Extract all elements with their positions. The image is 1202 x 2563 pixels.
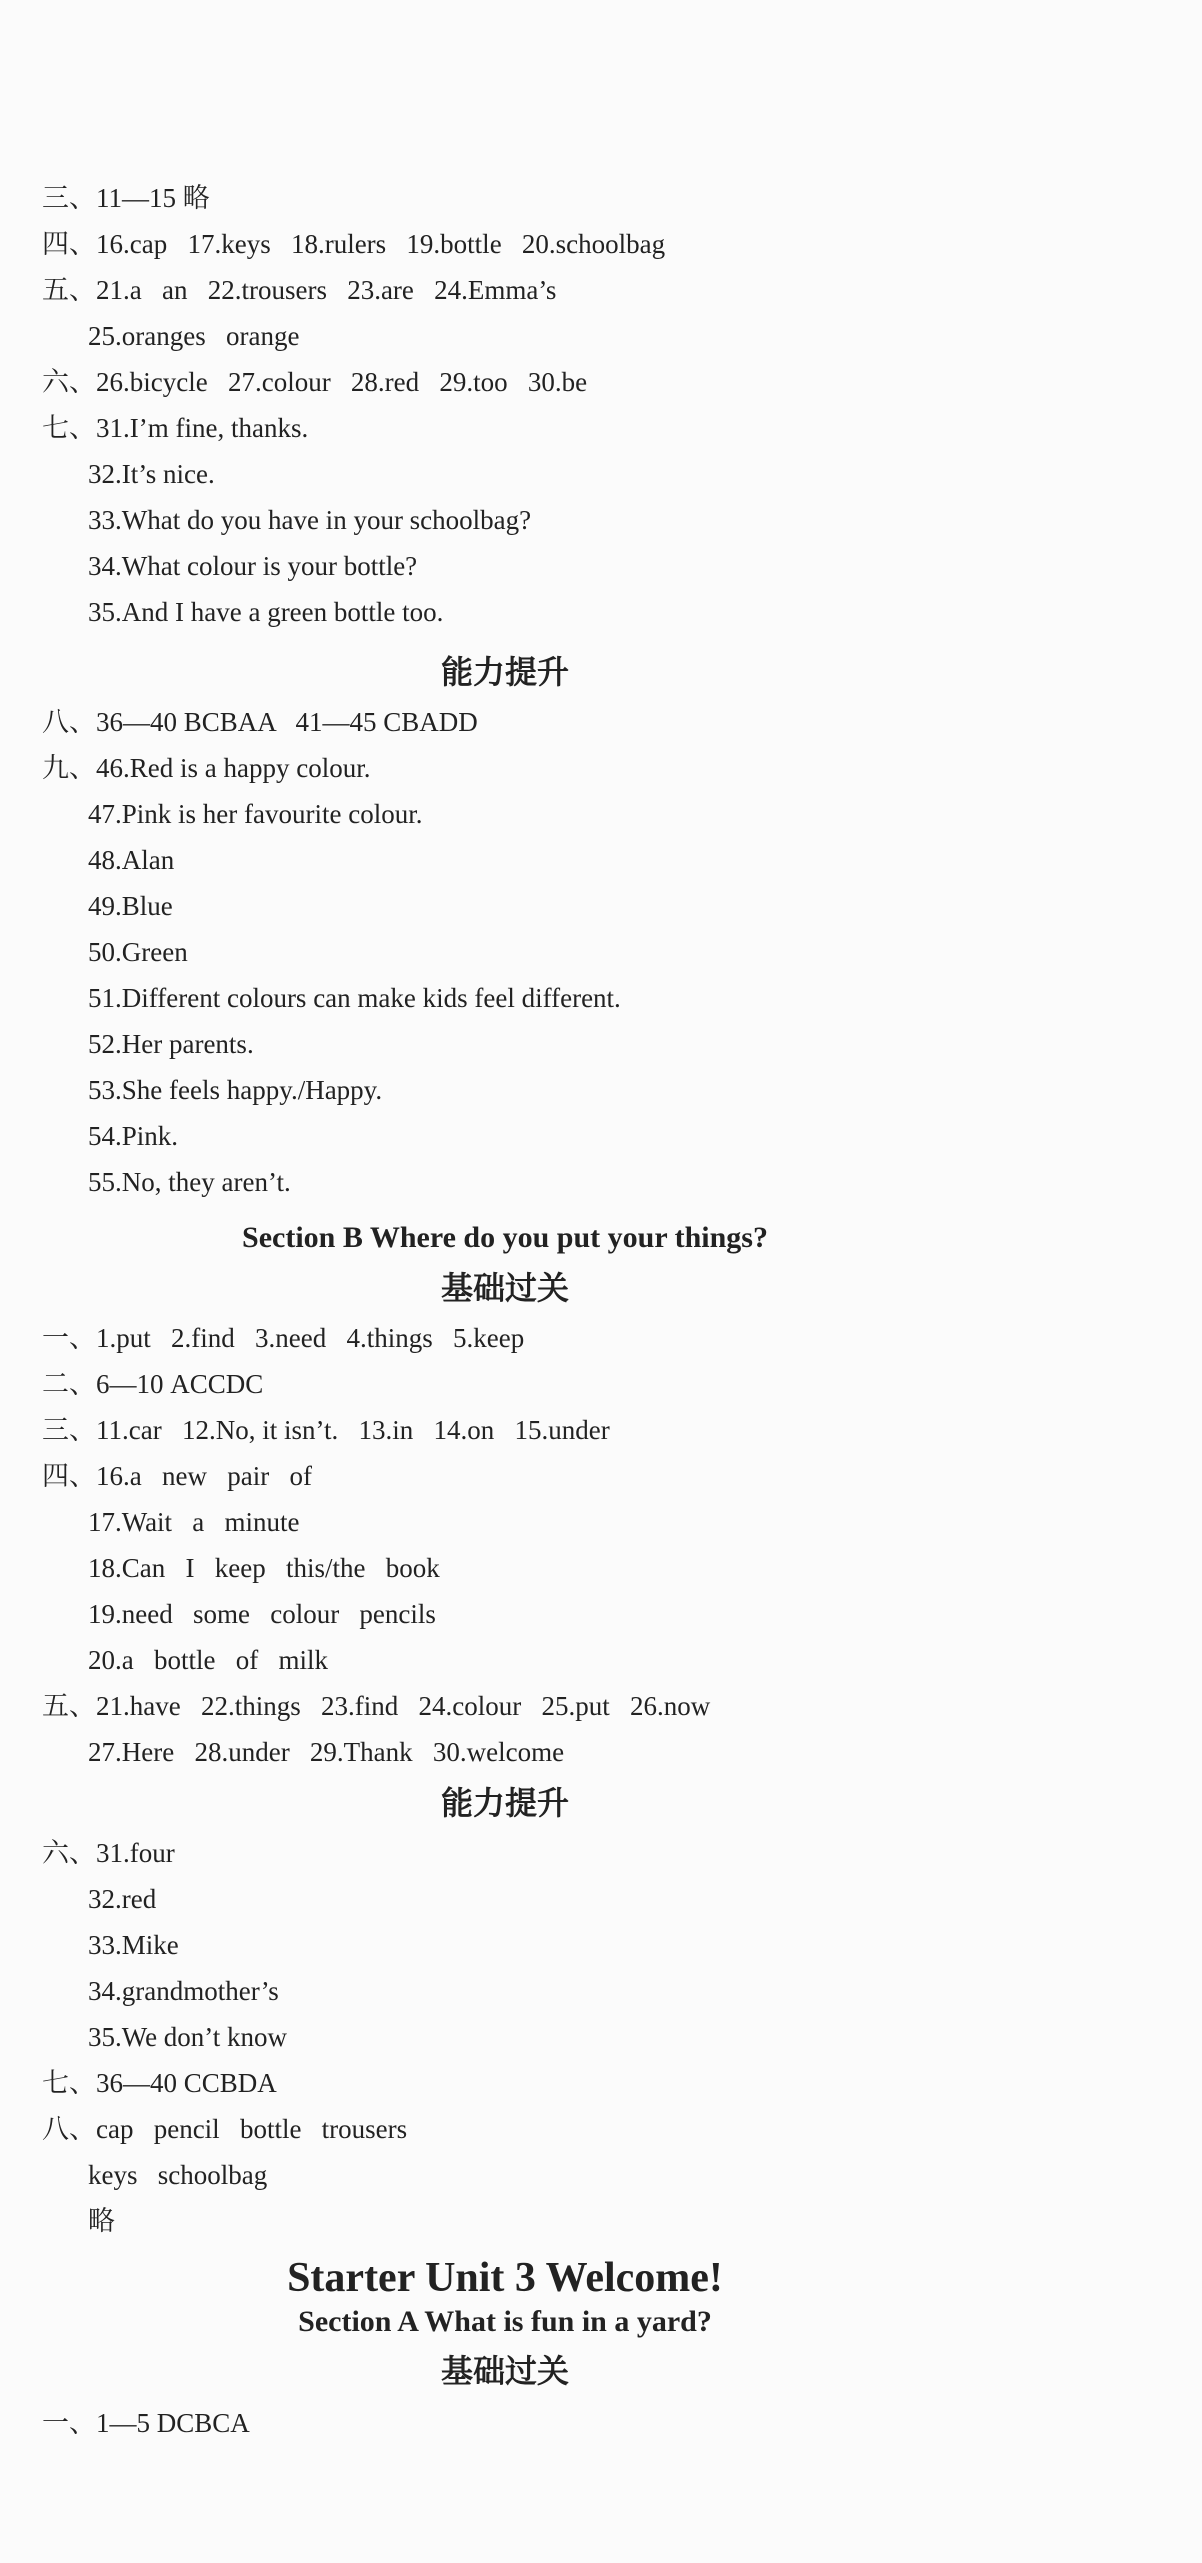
answer-line: 35.We don’t know xyxy=(88,2022,288,2052)
answer-line: 八、cap pencil bottle trousers xyxy=(42,2114,408,2144)
answer-line: 八、36—40 BCBAA 41—45 CBADD xyxy=(42,707,478,737)
answer-line: 17.Wait a minute xyxy=(88,1507,300,1537)
answer-line: 六、26.bicycle 27.colour 28.red 29.too 30.be xyxy=(42,367,588,397)
answer-line: 三、11—15 略 xyxy=(42,183,210,213)
answer-line: 47.Pink is her favourite colour. xyxy=(88,799,423,829)
answer-line: 五、21.a an 22.trousers 23.are 24.Emma’s xyxy=(42,275,557,305)
answer-line: 34.What colour is your bottle? xyxy=(88,551,418,581)
answer-line: 三、11.car 12.No, it isn’t. 13.in 14.on 15.under xyxy=(42,1415,610,1445)
answer-line: 四、16.cap 17.keys 18.rulers 19.bottle 20.schoolbag xyxy=(42,229,666,259)
unit-title: Starter Unit 3 Welcome! xyxy=(287,2255,723,2301)
answer-line: 一、1—5 DCBCA xyxy=(42,2408,250,2438)
answer-line: 27.Here 28.under 29.Thank 30.welcome xyxy=(88,1737,565,1767)
section-heading-basic: 基础过关 xyxy=(440,1269,569,1307)
answer-line: 五、21.have 22.things 23.find 24.colour 25.put 26.now xyxy=(42,1691,711,1721)
answer-line: 33.Mike xyxy=(88,1930,179,1960)
answer-line: 七、36—40 CCBDA xyxy=(42,2068,277,2098)
answer-line: 略 xyxy=(88,2206,115,2236)
answer-line: 55.No, they aren’t. xyxy=(88,1167,291,1197)
answer-line: 52.Her parents. xyxy=(88,1029,254,1059)
answer-line: keys schoolbag xyxy=(88,2160,268,2190)
section-heading-basic: 基础过关 xyxy=(440,2352,569,2390)
answer-line: 32.It’s nice. xyxy=(88,459,215,489)
section-heading-ability: 能力提升 xyxy=(440,653,569,691)
answer-line: 18.Can I keep this/the book xyxy=(88,1553,440,1583)
answer-line: 19.need some colour pencils xyxy=(88,1599,436,1629)
answer-line: 32.red xyxy=(88,1884,157,1914)
answer-line: 二、6—10 ACCDC xyxy=(42,1369,264,1399)
answer-line: 51.Different colours can make kids feel different. xyxy=(88,983,621,1013)
answer-line: 七、31.I’m fine, thanks. xyxy=(42,413,309,443)
answer-line: 50.Green xyxy=(88,937,188,967)
answer-line: 54.Pink. xyxy=(88,1121,179,1151)
answer-line: 53.She feels happy./Happy. xyxy=(88,1075,383,1105)
section-title-b: Section B Where do you put your things? xyxy=(242,1221,768,1254)
answer-line: 20.a bottle of milk xyxy=(88,1645,328,1675)
answer-line: 一、1.put 2.find 3.need 4.things 5.keep xyxy=(42,1323,525,1353)
answer-line: 33.What do you have in your schoolbag? xyxy=(88,505,532,535)
section-title-a: Section A What is fun in a yard? xyxy=(298,2305,712,2338)
answer-line: 49.Blue xyxy=(88,891,173,921)
answer-line: 25.oranges orange xyxy=(88,321,300,351)
answer-line: 35.And I have a green bottle too. xyxy=(88,597,444,627)
answer-line: 48.Alan xyxy=(88,845,175,875)
answer-line: 34.grandmother’s xyxy=(88,1976,279,2006)
answer-line: 九、46.Red is a happy colour. xyxy=(42,753,371,783)
answer-line: 六、31.four xyxy=(42,1838,175,1868)
section-heading-ability: 能力提升 xyxy=(440,1784,569,1822)
answer-line: 四、16.a new pair of xyxy=(42,1461,312,1491)
